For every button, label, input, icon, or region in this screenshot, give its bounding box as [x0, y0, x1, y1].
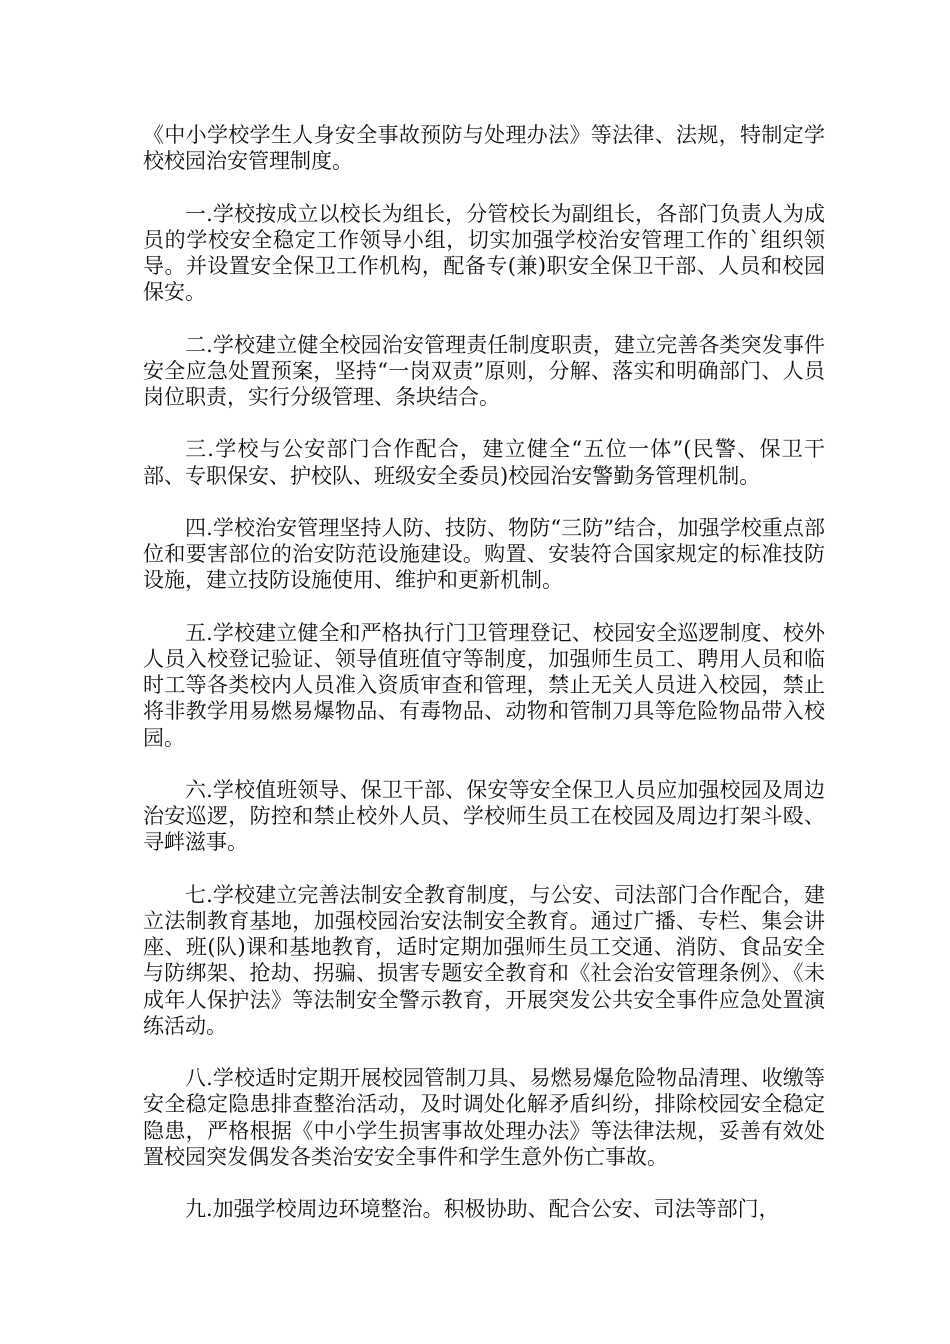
- article-8-paragraph: 八.学校适时定期开展校园管制刀具、易燃易爆危险物品清理、收缴等安全稳定隐患排查整治活动，及时调处化解矛盾纠纷，排除校园安全稳定隐患，严格根据《中小学生损害事故处理办法》等法律法规，妥善有效处置校园突发偶发各类治安安全事件和学生意外伤亡事故。: [143, 1066, 825, 1169]
- article-1-paragraph: 一.学校按成立以校长为组长，分管校长为副组长，各部门负责人为成员的学校安全稳定工作领导小组，切实加强学校治安管理工作的`组织领导。并设置安全保卫工作机构，配备专(兼)职安全保卫干部、人员和校园保安。: [143, 201, 825, 305]
- document-body: [143, 122, 825, 1222]
- intro-paragraph: 《中小学校学生人身安全事故预防与处理办法》等法律、法规，特制定学校校园治安管理制度。: [143, 123, 825, 174]
- article-6-paragraph: 六.学校值班领导、保卫干部、保安等安全保卫人员应加强校园及周边治安巡逻，防控和禁止校外人员、学校师生员工在校园及周边打架斗殴、寻衅滋事。: [143, 777, 825, 855]
- article-9-paragraph: 九.加强学校周边环境整治。积极协助、配合公安、司法等部门，: [185, 1197, 780, 1222]
- article-2-paragraph: 二.学校建立健全校园治安管理责任制度职责，建立完善各类突发事件安全应急处置预案，坚持“一岗双责”原则，分解、落实和明确部门、人员岗位职责，实行分级管理、条块结合。: [143, 332, 825, 409]
- article-3-paragraph: 三.学校与公安部门合作配合，建立健全“五位一体”(民警、保卫干部、专职保安、护校队、班级安全委员)校园治安警勤务管理机制。: [143, 437, 825, 488]
- article-7-paragraph: 七.学校建立完善法制安全教育制度，与公安、司法部门合作配合，建立法制教育基地，加强校园治安法制安全教育。通过广播、专栏、集会讲座、班(队)课和基地教育，适时定期加强师生员工交通、消防、食品安全与防绑架、抢劫、拐骗、损害专题安全教育和《社会治安管理条例》、《未成年人保护法》等法制安全警示教育，开展突发公共安全事件应急处置演练活动。: [143, 882, 825, 1038]
- article-4-paragraph: 四.学校治安管理坚持人防、技防、物防“三防”结合，加强学校重点部位和要害部位的治安防范设施建设。购置、安装符合国家规定的标准技防设施，建立技防设施使用、维护和更新机制。: [143, 515, 825, 593]
- article-5-paragraph: 五.学校建立健全和严格执行门卫管理登记、校园安全巡逻制度、校外人员入校登记验证、领导值班值守等制度，加强师生员工、聘用人员和临时工等各类校内人员准入资质审查和管理，禁止无关人员进入校园，禁止将非教学用易燃易爆物品、有毒物品、动物和管制刀具等危险物品带入校园。: [143, 620, 825, 750]
